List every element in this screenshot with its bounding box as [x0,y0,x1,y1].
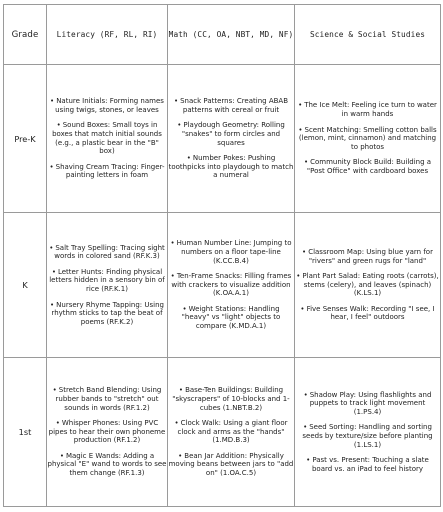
bullet-icon: • [170,272,175,281]
activity-text: Past vs. Present: Touching a slate board vs. an iPad to feel history [311,456,429,473]
activity-text: Clock Walk: Using a giant floor clock and arms as the "hands" (1.MD.B.3) [177,419,288,445]
math-cell [168,213,295,358]
bullet-icon: • [300,304,305,313]
activity-item [47,244,167,261]
activity-item [295,101,440,118]
activity-text: Base-Ten Buildings: Building "skyscrapers" of 10-blocks and 1-cubes (1.NBT.B.2) [172,386,290,412]
literacy-cell [47,65,168,213]
activity-text: Community Block Build: Building a "Post Office" with cardboard boxes [306,158,432,175]
grade-label: 1st [4,358,47,507]
activity-item [47,301,167,327]
bullet-icon: • [49,243,54,252]
bullet-icon: • [178,451,183,460]
activity-item [168,272,294,298]
activity-item [47,97,167,114]
activity-text: Shaving Cream Tracing: Finger-painting letters in foam [55,162,165,180]
activity-item [168,386,294,412]
bullet-icon: • [174,419,179,428]
bullet-icon: • [296,272,301,281]
literacy-cell [47,358,168,507]
activity-text: Ten-Frame Snacks: Filling frames with crackers to visualize addition (K.OA.A.1) [171,272,292,298]
science-cell [295,358,441,507]
bullet-icon: • [186,154,191,163]
activity-text: Nature Initials: Forming names using twigs, stones, or leaves [55,97,164,114]
activity-text: Seed Sorting: Handling and sorting seeds by texture/size before planting (1.LS.1) [302,423,433,449]
activity-text: Scent Matching: Smelling cotton balls (lemon, mint, cinnamon) and matching to photos [298,125,437,151]
activity-item [295,272,440,298]
activity-item [168,121,294,147]
header-literacy: Literacy (RF, RL, RI) [47,5,168,65]
activity-item [168,419,294,445]
activity-item [47,121,167,155]
bullet-icon: • [178,386,184,395]
activity-item [168,154,294,180]
grade-row [4,213,441,358]
activity-text: The Ice Melt: Feeling ice turn to water in warm hands [304,101,437,119]
bullet-icon: • [56,121,61,130]
bullet-icon: • [52,386,57,395]
activity-text: Playdough Geometry: Rolling "snakes" to form circles and squares [181,121,285,147]
activity-item [295,158,440,175]
bullet-icon: • [303,423,308,432]
activity-text: Human Number Line: Jumping to numbers on a floor tape-line (K.CC.B.4) [176,239,292,265]
activity-text: Number Pokes: Pushing toothpicks into playdough to match a numeral [168,154,294,180]
activity-text: Plant Part Salad: Eating roots (carrots), stems (celery), and leaves (spinach) (K.LS.1) [302,272,439,298]
grade-label: Pre-K [4,65,47,213]
activity-text: Letter Hunts: Finding physical letters hidden in a sensory bin of rice (RF.K.1) [49,267,165,293]
header-grade: Grade [4,5,47,65]
bullet-icon: • [55,419,60,428]
bullet-icon: • [303,158,309,167]
header-row [4,5,441,65]
science-cell [295,213,441,358]
activity-text: Snack Patterns: Creating ABAB patterns with cereal or fruit [180,97,289,114]
literacy-cell [47,213,168,358]
grade-label: K [4,213,47,358]
math-cell [168,358,295,507]
activities-table [3,4,441,507]
science-cell [295,65,441,213]
activity-text: Classroom Map: Using blue yarn for "rivers" and green rugs for "land" [308,247,433,265]
activity-text: Five Senses Walk: Recording "I see, I hear, I feel" outdoors [306,304,435,322]
activity-item [47,268,167,294]
bullet-icon: • [50,300,55,309]
activity-text: Shadow Play: Using flashlights and puppets to track light movement (1.PS.4) [309,390,432,416]
activity-item [47,419,167,445]
bullet-icon: • [303,390,308,399]
bullet-icon: • [51,267,56,276]
bullet-icon: • [50,97,55,106]
bullet-icon: • [306,456,311,465]
activity-text: Weight Stations: Handling "heavy" vs "light" objects to compare (K.MD.A.1) [181,304,281,331]
bullet-icon: • [298,101,303,110]
activity-text: Bean Jar Addition: Physically moving beans between jars to "add on" (1.OA.C.5) [168,451,294,478]
activity-item [168,452,294,478]
activity-item [295,248,440,265]
grade-row [4,358,441,507]
header-math: Math (CC, OA, NBT, MD, NF) [168,5,295,65]
bullet-icon: • [59,451,64,460]
activity-item [295,456,440,473]
activity-item [295,305,440,322]
activity-item [168,239,294,265]
activity-item [168,305,294,331]
math-cell [168,65,295,213]
bullet-icon: • [302,247,307,256]
activity-item [47,386,167,412]
activity-text: Stretch Band Blending: Using rubber bands to "stretch" out sounds in words (RF.1.2) [55,386,162,412]
bullet-icon: • [173,97,179,106]
activity-text: Magic E Wands: Adding a physical "E" wand to words to see them change (RF.1.3) [47,451,167,478]
bullet-icon: • [170,239,175,248]
activity-item [168,97,294,114]
activity-text: Salt Tray Spelling: Tracing sight words in colored sand (RF.K.3) [54,243,165,261]
bullet-icon: • [182,304,187,313]
bullet-icon: • [177,121,182,130]
bullet-icon: • [298,125,303,134]
activity-item [47,452,167,478]
bullet-icon: • [49,162,54,171]
activity-item [295,126,440,152]
activity-item [295,423,440,449]
activity-text: Sound Boxes: Small toys in boxes that match initial sounds (e.g., a plastic bear in the "B" box) [52,121,162,156]
activity-text: Nursery Rhyme Tapping: Using rhythm sticks to tap the beat of poems (RF.K.2) [51,300,164,326]
header-science-social: Science & Social Studies [295,5,441,65]
activity-text: Whisper Phones: Using PVC pipes to hear their own phoneme production (RF.1.2) [48,419,166,445]
activity-item [295,391,440,417]
activity-item [47,163,167,180]
grade-row [4,65,441,213]
